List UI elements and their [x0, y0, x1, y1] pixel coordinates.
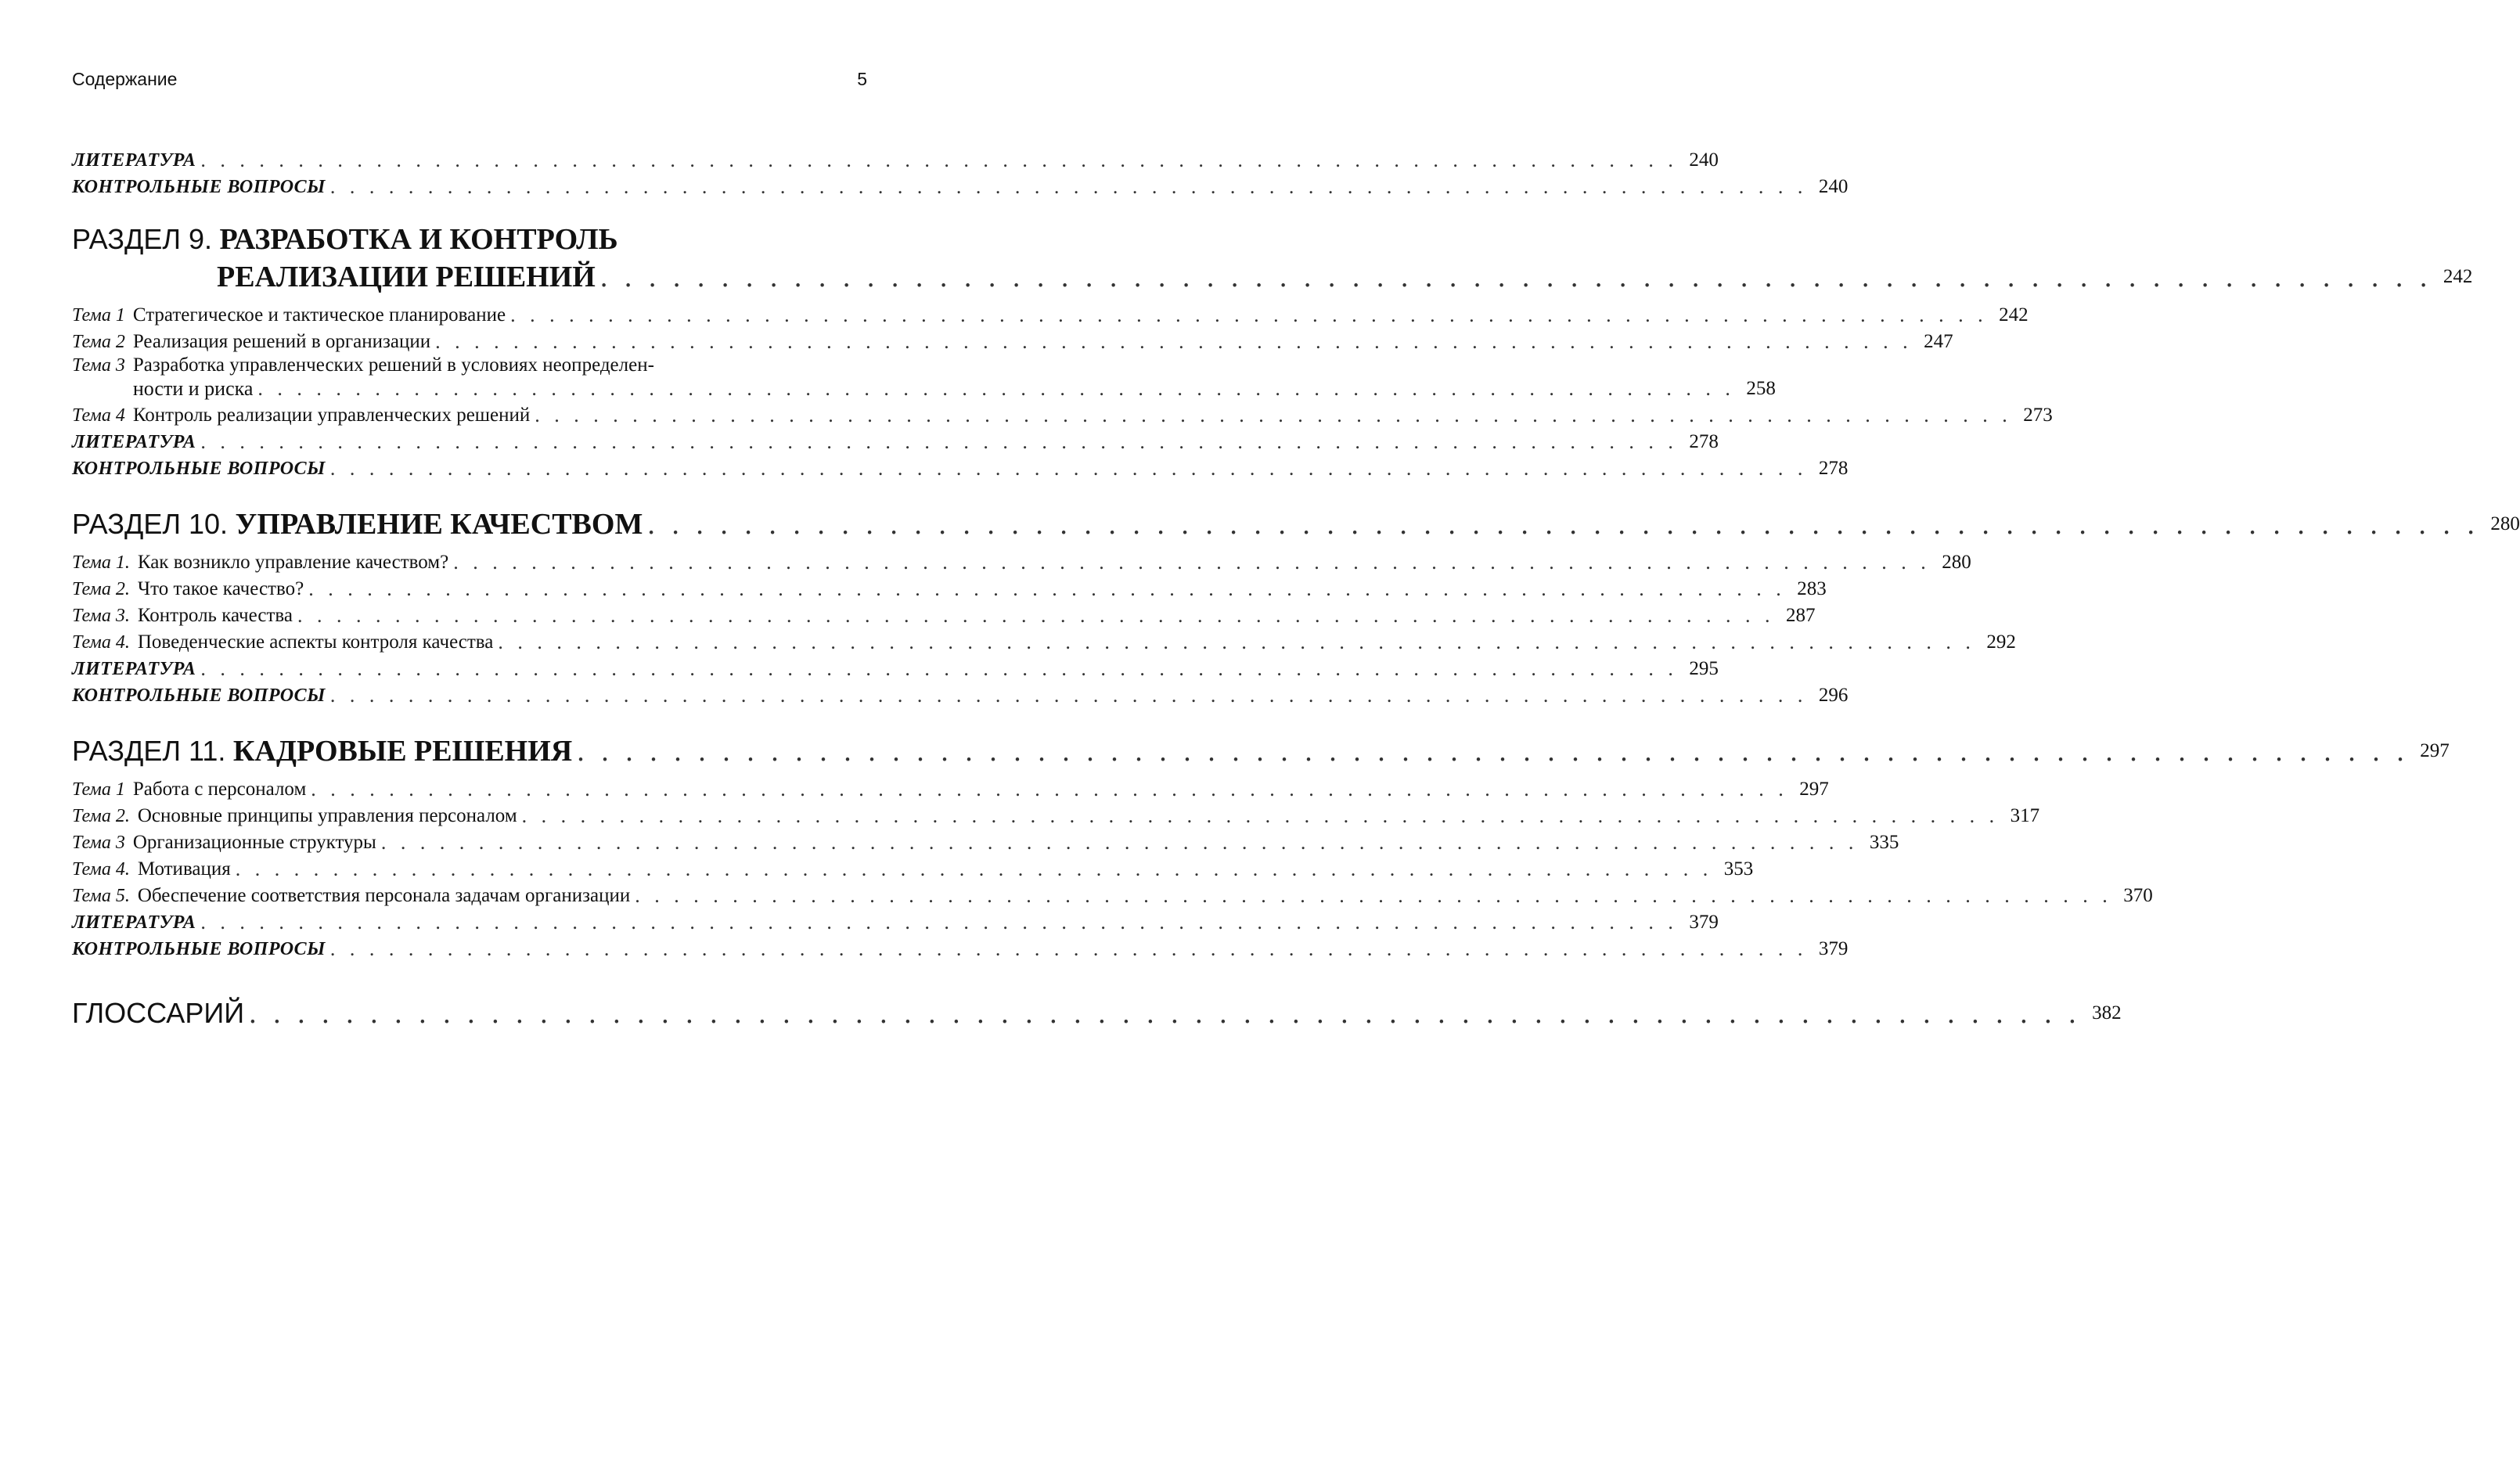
dot-leader: [330, 175, 1808, 199]
dot-leader: [257, 377, 1735, 401]
section-number: РАЗДЕЛ 9.: [72, 223, 212, 255]
dot-leader: [600, 260, 2432, 294]
section-heading-line1[interactable]: [72, 222, 855, 257]
topic-title: Организационные структуры: [132, 832, 376, 853]
dot-leader: [200, 657, 1678, 681]
toc-topic[interactable]: [72, 628, 2016, 654]
toc-topic[interactable]: [72, 601, 1816, 628]
topic-page: 283: [1797, 578, 1827, 599]
topic-label: Тема 4: [72, 405, 125, 426]
section-page: 297: [2420, 740, 2450, 761]
section-number: РАЗДЕЛ 10.: [72, 508, 229, 540]
section-page: 242: [2443, 266, 2473, 287]
toc-entry-questions[interactable]: [72, 454, 1849, 480]
topic-title: Контроль реализации управленческих решений: [132, 405, 531, 426]
toc-topic[interactable]: [72, 775, 1829, 801]
topic-label: Тема 2.: [72, 579, 130, 599]
running-header-title: Содержание: [72, 69, 178, 89]
topic-title: Стратегическое и тактическое планирование: [132, 304, 506, 326]
running-header: [72, 69, 867, 90]
toc-topic[interactable]: [72, 327, 1953, 354]
topic-label: Тема 1: [72, 305, 125, 326]
toc-entry-label: ЛИТЕРАТУРА: [72, 150, 196, 171]
toc-entry-literature[interactable]: [72, 908, 1719, 934]
toc-entry-literature[interactable]: [72, 654, 1719, 681]
toc-entry-page: 240: [1689, 149, 1719, 171]
topic-page: 335: [1869, 832, 1899, 853]
topic-page: 317: [2010, 805, 2040, 826]
topic-page: 370: [2123, 885, 2153, 906]
toc-topic[interactable]: [72, 801, 2040, 828]
topic-label: Тема 3: [72, 833, 125, 853]
toc-entry-page: 379: [1689, 912, 1719, 933]
glossary-label: ГЛОССАРИЙ: [72, 997, 245, 1029]
section-title-continued: РЕАЛИЗАЦИИ РЕШЕНИЙ: [217, 261, 596, 293]
topic-label: Тема 1: [72, 779, 125, 800]
toc-topic[interactable]: [72, 401, 2053, 427]
section-number: РАЗДЕЛ 11.: [72, 735, 226, 767]
dot-leader: [498, 631, 1975, 654]
topic-title: Мотивация: [137, 858, 231, 880]
dot-leader: [236, 858, 1713, 881]
topic-label: Тема 5.: [72, 886, 130, 906]
topic-title: Разработка управленческих решений в условиях неопределен-: [132, 354, 654, 376]
toc-entry-page: 278: [1818, 458, 1849, 479]
toc-topic[interactable]: [72, 881, 2153, 908]
topic-title: Контроль качества: [137, 605, 293, 626]
topic-label: Тема 3.: [72, 606, 130, 626]
toc-entry-page: 278: [1689, 431, 1719, 452]
dot-leader: [522, 804, 2000, 828]
topic-page: 292: [1986, 631, 2016, 653]
dot-leader: [308, 577, 1786, 601]
section-title: КАДРОВЫЕ РЕШЕНИЯ: [232, 735, 573, 768]
topic-title: Что такое качество?: [137, 578, 304, 599]
toc-entry-label: ЛИТЕРАТУРА: [72, 912, 196, 933]
dot-leader: [297, 604, 1775, 628]
toc-entry-page: 296: [1818, 685, 1849, 706]
toc-entry-questions[interactable]: [72, 934, 1849, 961]
topic-page: 353: [1723, 858, 1754, 880]
dot-leader: [330, 457, 1808, 480]
toc-entry-label: КОНТРОЛЬНЫЕ ВОПРОСЫ: [72, 177, 326, 197]
topic-label: Тема 3: [72, 355, 125, 376]
section-heading[interactable]: [72, 504, 2520, 541]
toc-section-11: [72, 731, 2450, 961]
topic-page: 280: [1942, 552, 1971, 573]
section-title: РАЗРАБОТКА И КОНТРОЛЬ: [219, 223, 618, 256]
dot-leader: [510, 304, 1988, 327]
topic-title: Реализация решений в организации: [132, 331, 431, 352]
topic-label: Тема 1.: [72, 552, 130, 573]
dot-leader: [435, 330, 1913, 354]
dot-leader: [311, 778, 1788, 801]
toc-entry-label: КОНТРОЛЬНЫЕ ВОПРОСЫ: [72, 685, 326, 706]
topic-label: Тема 2: [72, 332, 125, 352]
page-number: 5: [857, 69, 867, 89]
toc-entry-label: КОНТРОЛЬНЫЕ ВОПРОСЫ: [72, 939, 326, 959]
toc-entry-literature[interactable]: [72, 427, 1719, 454]
toc-entry-questions[interactable]: [72, 172, 1849, 199]
toc-topic[interactable]: [72, 574, 1827, 601]
topic-page: 242: [1999, 304, 2029, 326]
topic-title: Работа с персоналом: [132, 779, 307, 800]
toc-topic[interactable]: [72, 548, 1971, 574]
toc-topic[interactable]: [72, 300, 2029, 327]
dot-leader: [330, 937, 1808, 961]
topic-title: Основные принципы управления персоналом: [137, 805, 517, 826]
dot-leader: [535, 404, 2012, 427]
section-page: 280: [2490, 513, 2520, 534]
topic-title: Обеспечение соответствия персонала задачам организации: [137, 885, 631, 906]
dot-leader: [200, 911, 1678, 934]
topic-title: Как возникло управление качеством?: [137, 552, 449, 573]
topic-page: 297: [1799, 779, 1829, 800]
dot-leader: [647, 507, 2479, 541]
dot-leader: [381, 831, 1859, 854]
toc-topic-multiline[interactable]: [72, 354, 1776, 401]
topic-label: Тема 4.: [72, 859, 130, 880]
toc-entry-label: ЛИТЕРАТУРА: [72, 432, 196, 452]
dot-leader: [453, 551, 1931, 574]
toc-entry-glossary[interactable]: [72, 984, 2122, 1029]
glossary-page: 382: [2092, 1002, 2122, 1023]
topic-title-continued: ности и риска: [132, 377, 254, 400]
toc-entry-questions[interactable]: [72, 681, 1849, 707]
toc-section-10: [72, 504, 2520, 707]
dot-leader: [249, 1002, 2081, 1025]
toc-entry-literature[interactable]: [72, 146, 1719, 172]
toc-topic[interactable]: [72, 854, 1754, 881]
section-title: УПРАВЛЕНИЕ КАЧЕСТВОМ: [235, 508, 643, 541]
section-heading[interactable]: [72, 731, 2450, 768]
toc-entry-label: КОНТРОЛЬНЫЕ ВОПРОСЫ: [72, 459, 326, 479]
topic-title-continuation: [133, 377, 1776, 401]
dot-leader: [200, 430, 1678, 454]
toc-section-9: [72, 222, 2473, 480]
topic-page: 273: [2023, 405, 2053, 426]
toc-entry-label: ЛИТЕРАТУРА: [72, 659, 196, 679]
topic-label: Тема 2.: [72, 806, 130, 826]
topic-label: Тема 4.: [72, 632, 130, 653]
dot-leader: [635, 884, 2112, 908]
toc-entry-page: 295: [1689, 658, 1719, 679]
toc-entry-page: 379: [1818, 938, 1849, 959]
topic-page: 247: [1924, 331, 1953, 352]
topic-page: 287: [1785, 605, 1816, 626]
topic-title: Поведенческие аспекты контроля качества: [137, 631, 494, 653]
toc-entry-page: 240: [1818, 176, 1849, 197]
dot-leader: [330, 684, 1808, 707]
dot-leader: [200, 149, 1678, 172]
toc-topic[interactable]: [72, 828, 1899, 854]
table-of-contents: [72, 146, 2520, 1029]
dot-leader: [577, 734, 2409, 768]
topic-page: 258: [1746, 378, 1776, 399]
section-heading-line2[interactable]: [72, 257, 2473, 294]
